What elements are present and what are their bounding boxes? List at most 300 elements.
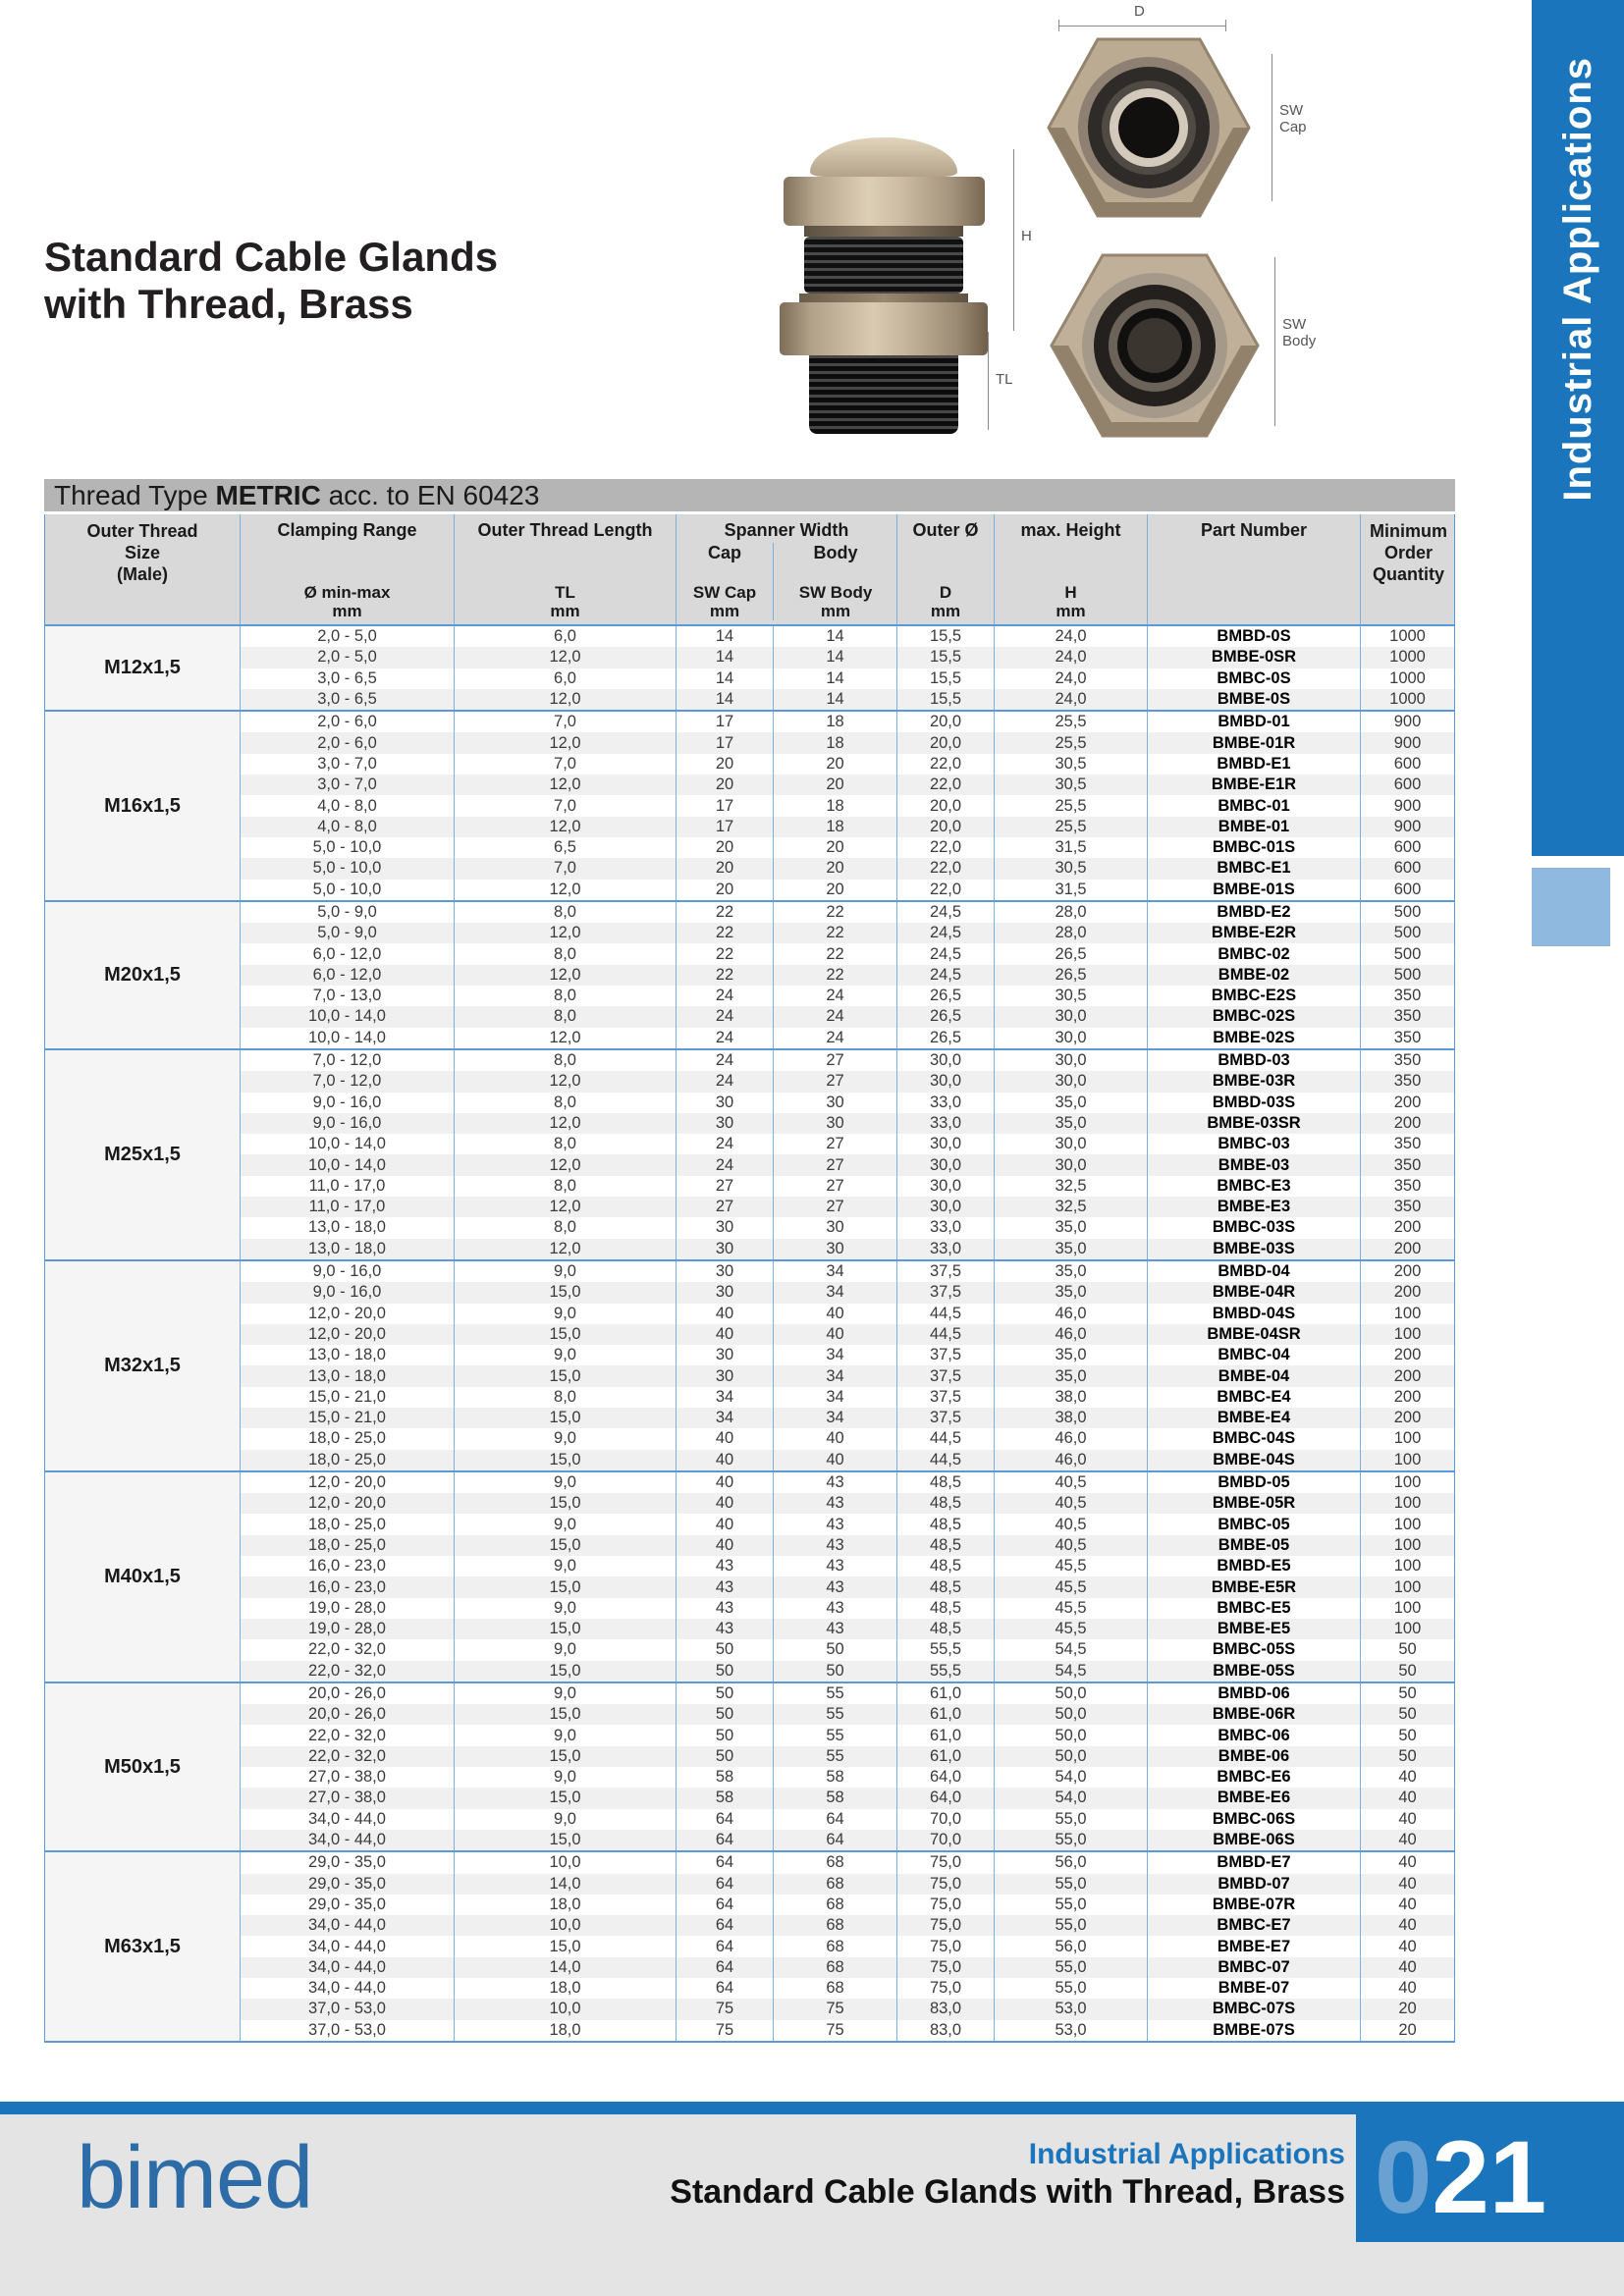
max-height: 32,5 — [995, 1176, 1148, 1197]
sw-cap: 24 — [677, 1028, 774, 1048]
footer-divider — [0, 2102, 1624, 2114]
header-spanner-width: Spanner Width Cap SW Cap mm Body SW Body mm — [677, 514, 897, 624]
part-number: BMBE-E1R — [1148, 774, 1361, 795]
outer-diameter: 48,5 — [897, 1576, 995, 1597]
thread-size-label: M20x1,5 — [45, 902, 241, 1048]
table-row — [241, 1282, 1454, 1303]
max-height: 24,0 — [995, 626, 1148, 647]
outer-diameter: 55,5 — [897, 1661, 995, 1682]
header-outer-diameter: Outer Ø D mm — [897, 514, 995, 624]
table-row — [241, 1365, 1454, 1386]
max-height: 50,0 — [995, 1683, 1148, 1704]
thread-length: 15,0 — [455, 1576, 677, 1597]
outer-diameter: 70,0 — [897, 1830, 995, 1850]
thread-length: 8,0 — [455, 1387, 677, 1408]
order-quantity: 100 — [1393, 1450, 1422, 1468]
sw-body: 22 — [774, 943, 897, 964]
outer-diameter: 30,0 — [897, 1154, 995, 1175]
outer-diameter: 26,5 — [897, 1006, 995, 1027]
order-quantity: 100 — [1393, 1577, 1422, 1596]
max-height: 28,0 — [995, 923, 1148, 943]
table-row — [241, 1006, 1454, 1027]
outer-diameter: 48,5 — [897, 1493, 995, 1514]
clamping-range: 34,0 - 44,0 — [241, 1978, 455, 1999]
sw-cap: 14 — [677, 668, 774, 689]
outer-diameter: 20,0 — [897, 795, 995, 816]
part-number: BMBC-0S — [1148, 668, 1361, 689]
sw-body: 64 — [774, 1830, 897, 1850]
dim-label-h: H — [1021, 228, 1032, 244]
thread-length: 10,0 — [455, 1999, 677, 2019]
order-quantity: 20 — [1398, 2000, 1417, 2018]
clamping-range: 18,0 - 25,0 — [241, 1514, 455, 1534]
outer-diameter: 22,0 — [897, 858, 995, 879]
dim-label-sw-body: SW Body — [1282, 316, 1317, 349]
max-height: 24,0 — [995, 647, 1148, 667]
outer-diameter: 33,0 — [897, 1113, 995, 1134]
part-number: BMBD-04S — [1148, 1304, 1361, 1324]
sw-cap: 30 — [677, 1239, 774, 1259]
order-quantity: 900 — [1393, 796, 1422, 815]
max-height: 50,0 — [995, 1704, 1148, 1725]
sw-body: 58 — [774, 1767, 897, 1788]
sw-cap: 75 — [677, 2020, 774, 2041]
sw-body: 14 — [774, 626, 897, 647]
outer-diameter: 48,5 — [897, 1619, 995, 1639]
clamping-range: 12,0 - 20,0 — [241, 1324, 455, 1345]
order-quantity: 50 — [1398, 1746, 1417, 1765]
max-height: 40,5 — [995, 1493, 1148, 1514]
order-quantity: 40 — [1398, 1853, 1417, 1872]
sw-cap: 22 — [677, 923, 774, 943]
part-number: BMBD-E7 — [1148, 1852, 1361, 1873]
page-title — [44, 234, 498, 328]
thread-length: 12,0 — [455, 965, 677, 986]
outer-diameter: 15,5 — [897, 647, 995, 667]
max-height: 46,0 — [995, 1324, 1148, 1345]
part-number: BMBC-06S — [1148, 1809, 1361, 1830]
table-row — [241, 965, 1454, 986]
sw-body: 18 — [774, 712, 897, 732]
thread-length: 9,0 — [455, 1767, 677, 1788]
header-part-number: Part Number — [1148, 514, 1361, 624]
outer-diameter: 75,0 — [897, 1874, 995, 1895]
part-number: BMBE-07S — [1148, 2020, 1361, 2041]
table-row — [241, 1639, 1454, 1660]
clamping-range: 5,0 - 10,0 — [241, 858, 455, 879]
table-row — [241, 795, 1454, 816]
sw-body: 40 — [774, 1304, 897, 1324]
thread-length: 7,0 — [455, 858, 677, 879]
order-quantity: 100 — [1393, 1535, 1422, 1554]
part-number: BMBD-E5 — [1148, 1556, 1361, 1576]
max-height: 53,0 — [995, 2020, 1148, 2041]
clamping-range: 29,0 - 35,0 — [241, 1852, 455, 1873]
sw-cap: 20 — [677, 774, 774, 795]
thread-length: 12,0 — [455, 1028, 677, 1048]
sw-cap: 64 — [677, 1936, 774, 1956]
order-quantity: 50 — [1398, 1705, 1417, 1724]
table-row — [241, 943, 1454, 964]
part-number: BMBE-06 — [1148, 1746, 1361, 1767]
outer-diameter: 33,0 — [897, 1093, 995, 1113]
table-row — [241, 1176, 1454, 1197]
order-quantity: 200 — [1393, 1409, 1422, 1427]
max-height: 40,5 — [995, 1514, 1148, 1534]
outer-diameter: 37,5 — [897, 1408, 995, 1428]
table-row — [241, 1450, 1454, 1470]
clamping-range: 13,0 - 18,0 — [241, 1217, 455, 1238]
gland-thread-lower — [809, 355, 958, 434]
order-quantity: 20 — [1398, 2020, 1417, 2039]
table-row — [241, 1197, 1454, 1217]
max-height: 35,0 — [995, 1093, 1148, 1113]
order-quantity: 600 — [1393, 754, 1422, 773]
max-height: 40,5 — [995, 1472, 1148, 1493]
order-quantity: 900 — [1393, 713, 1422, 731]
order-quantity: 600 — [1393, 838, 1422, 857]
sw-body: 75 — [774, 2020, 897, 2041]
clamping-range: 3,0 - 6,5 — [241, 668, 455, 689]
sw-cap: 50 — [677, 1704, 774, 1725]
outer-diameter: 61,0 — [897, 1704, 995, 1725]
sw-cap: 14 — [677, 647, 774, 667]
sidebar-accent-square — [1532, 868, 1610, 946]
part-number: BMBC-01 — [1148, 795, 1361, 816]
max-height: 30,0 — [995, 1006, 1148, 1027]
thread-length: 12,0 — [455, 689, 677, 710]
outer-diameter: 44,5 — [897, 1304, 995, 1324]
thread-length: 9,0 — [455, 1304, 677, 1324]
header-outer-thread-size: Outer Thread Size (Male) — [45, 514, 241, 624]
outer-diameter: 75,0 — [897, 1852, 995, 1873]
sw-cap: 17 — [677, 712, 774, 732]
max-height: 46,0 — [995, 1428, 1148, 1449]
part-number: BMBC-E5 — [1148, 1598, 1361, 1619]
sw-cap: 17 — [677, 732, 774, 753]
clamping-range: 34,0 - 44,0 — [241, 1830, 455, 1850]
max-height: 53,0 — [995, 1999, 1148, 2019]
max-height: 45,5 — [995, 1576, 1148, 1597]
outer-diameter: 37,5 — [897, 1261, 995, 1282]
part-number: BMBC-E2S — [1148, 986, 1361, 1006]
thread-length: 15,0 — [455, 1493, 677, 1514]
part-number: BMBE-01S — [1148, 880, 1361, 900]
sw-cap: 58 — [677, 1767, 774, 1788]
outer-diameter: 22,0 — [897, 880, 995, 900]
max-height: 56,0 — [995, 1852, 1148, 1873]
sw-cap: 50 — [677, 1746, 774, 1767]
clamping-range: 5,0 - 10,0 — [241, 837, 455, 858]
max-height: 55,0 — [995, 1809, 1148, 1830]
part-number: BMBC-E3 — [1148, 1176, 1361, 1197]
thread-length: 9,0 — [455, 1556, 677, 1576]
footer-product-title: Standard Cable Glands with Thread, Brass — [670, 2173, 1345, 2211]
max-height: 35,0 — [995, 1345, 1148, 1365]
sw-body: 24 — [774, 1028, 897, 1048]
outer-diameter: 22,0 — [897, 774, 995, 795]
thread-group — [45, 710, 1454, 900]
table-row — [241, 986, 1454, 1006]
clamping-range: 9,0 - 16,0 — [241, 1093, 455, 1113]
thread-length: 7,0 — [455, 754, 677, 774]
clamping-range: 15,0 - 21,0 — [241, 1387, 455, 1408]
order-quantity: 100 — [1393, 1598, 1422, 1617]
part-number: BMBD-06 — [1148, 1683, 1361, 1704]
outer-diameter: 26,5 — [897, 1028, 995, 1048]
table-row — [241, 1261, 1454, 1282]
dim-label-sw-cap: SW Cap — [1279, 102, 1307, 135]
sw-cap: 34 — [677, 1408, 774, 1428]
sw-cap: 24 — [677, 986, 774, 1006]
order-quantity: 500 — [1393, 965, 1422, 984]
sw-body: 40 — [774, 1450, 897, 1470]
clamping-range: 27,0 - 38,0 — [241, 1767, 455, 1788]
thread-length: 10,0 — [455, 1915, 677, 1936]
sw-body: 27 — [774, 1154, 897, 1175]
table-row — [241, 626, 1454, 647]
thread-size-label: M16x1,5 — [45, 712, 241, 900]
part-number: BMBE-07R — [1148, 1895, 1361, 1915]
max-height: 35,0 — [995, 1365, 1148, 1386]
thread-length: 8,0 — [455, 1134, 677, 1154]
sw-body: 30 — [774, 1217, 897, 1238]
clamping-range: 3,0 - 7,0 — [241, 774, 455, 795]
max-height: 26,5 — [995, 943, 1148, 964]
clamping-range: 6,0 - 12,0 — [241, 943, 455, 964]
outer-diameter: 75,0 — [897, 1915, 995, 1936]
order-quantity: 50 — [1398, 1640, 1417, 1659]
thread-group — [45, 1682, 1454, 1850]
outer-diameter: 55,5 — [897, 1639, 995, 1660]
sw-body: 22 — [774, 965, 897, 986]
order-quantity: 50 — [1398, 1661, 1417, 1680]
header-max-height: max. Height H mm — [995, 514, 1148, 624]
order-quantity: 100 — [1393, 1473, 1422, 1492]
outer-diameter: 24,5 — [897, 902, 995, 923]
clamping-range: 11,0 - 17,0 — [241, 1176, 455, 1197]
sw-cap: 24 — [677, 1134, 774, 1154]
thread-length: 12,0 — [455, 1071, 677, 1092]
clamping-range: 22,0 - 32,0 — [241, 1725, 455, 1745]
gland-collar — [804, 226, 963, 237]
thread-size-label: M12x1,5 — [45, 626, 241, 710]
sw-body: 34 — [774, 1387, 897, 1408]
sw-cap: 64 — [677, 1895, 774, 1915]
order-quantity: 350 — [1393, 1155, 1422, 1174]
sw-body: 55 — [774, 1683, 897, 1704]
part-number: BMBC-07S — [1148, 1999, 1361, 2019]
outer-diameter: 30,0 — [897, 1071, 995, 1092]
order-quantity: 350 — [1393, 987, 1422, 1005]
clamping-range: 7,0 - 13,0 — [241, 986, 455, 1006]
sw-cap: 20 — [677, 754, 774, 774]
thread-length: 15,0 — [455, 1535, 677, 1556]
order-quantity: 600 — [1393, 775, 1422, 794]
sw-body: 58 — [774, 1788, 897, 1808]
thread-length: 15,0 — [455, 1450, 677, 1470]
outer-diameter: 37,5 — [897, 1282, 995, 1303]
part-number: BMBE-01R — [1148, 732, 1361, 753]
sw-body: 34 — [774, 1365, 897, 1386]
outer-diameter: 22,0 — [897, 837, 995, 858]
clamping-range: 2,0 - 6,0 — [241, 732, 455, 753]
table-row — [241, 2020, 1454, 2041]
cap-nut-photo — [1041, 29, 1257, 226]
order-quantity: 40 — [1398, 1768, 1417, 1787]
table-row — [241, 689, 1454, 710]
max-height: 55,0 — [995, 1957, 1148, 1978]
part-number: BMBE-0SR — [1148, 647, 1361, 667]
max-height: 35,0 — [995, 1217, 1148, 1238]
thread-length: 12,0 — [455, 1197, 677, 1217]
table-row — [241, 1619, 1454, 1639]
thread-length: 18,0 — [455, 1895, 677, 1915]
sw-cap: 64 — [677, 1915, 774, 1936]
thread-group — [45, 900, 1454, 1048]
order-quantity: 100 — [1393, 1324, 1422, 1343]
sw-body: 40 — [774, 1428, 897, 1449]
order-quantity: 350 — [1393, 1198, 1422, 1216]
max-height: 45,5 — [995, 1556, 1148, 1576]
part-number: BMBC-E1 — [1148, 858, 1361, 879]
order-quantity: 40 — [1398, 1979, 1417, 1998]
outer-diameter: 48,5 — [897, 1535, 995, 1556]
sw-cap: 43 — [677, 1598, 774, 1619]
sw-cap: 20 — [677, 858, 774, 879]
thread-length: 15,0 — [455, 1661, 677, 1682]
thread-length: 9,0 — [455, 1598, 677, 1619]
sw-body: 43 — [774, 1493, 897, 1514]
order-quantity: 1000 — [1389, 668, 1426, 687]
thread-length: 8,0 — [455, 1006, 677, 1027]
thread-size-label: M25x1,5 — [45, 1050, 241, 1259]
part-number: BMBC-07 — [1148, 1957, 1361, 1978]
table-row — [241, 647, 1454, 667]
order-quantity: 600 — [1393, 880, 1422, 898]
sw-cap: 50 — [677, 1639, 774, 1660]
sw-cap: 30 — [677, 1261, 774, 1282]
sw-cap: 30 — [677, 1345, 774, 1365]
thread-length: 9,0 — [455, 1639, 677, 1660]
clamping-range: 2,0 - 5,0 — [241, 626, 455, 647]
max-height: 24,0 — [995, 689, 1148, 710]
outer-diameter: 70,0 — [897, 1809, 995, 1830]
order-quantity: 40 — [1398, 1831, 1417, 1849]
max-height: 55,0 — [995, 1874, 1148, 1895]
gland-collar2 — [799, 294, 968, 302]
thread-type-metric: METRIC — [215, 480, 321, 510]
sw-cap: 27 — [677, 1197, 774, 1217]
thread-length: 8,0 — [455, 943, 677, 964]
outer-diameter: 75,0 — [897, 1936, 995, 1956]
sw-body: 30 — [774, 1113, 897, 1134]
clamping-range: 6,0 - 12,0 — [241, 965, 455, 986]
thread-size-label: M50x1,5 — [45, 1683, 241, 1850]
table-row — [241, 837, 1454, 858]
sw-body: 68 — [774, 1936, 897, 1956]
part-number: BMBE-03S — [1148, 1239, 1361, 1259]
table-row — [241, 1830, 1454, 1850]
sw-body: 55 — [774, 1725, 897, 1745]
sw-cap: 64 — [677, 1830, 774, 1850]
outer-diameter: 44,5 — [897, 1450, 995, 1470]
thread-length: 12,0 — [455, 1239, 677, 1259]
part-number: BMBC-04 — [1148, 1345, 1361, 1365]
thread-length: 6,0 — [455, 668, 677, 689]
sw-body: 34 — [774, 1261, 897, 1282]
outer-diameter: 26,5 — [897, 986, 995, 1006]
body-nut-photo — [1043, 247, 1267, 444]
order-quantity: 900 — [1393, 733, 1422, 752]
sw-body: 75 — [774, 1999, 897, 2019]
thread-length: 6,0 — [455, 626, 677, 647]
max-height: 30,5 — [995, 986, 1148, 1006]
table-row — [241, 902, 1454, 923]
max-height: 55,0 — [995, 1895, 1148, 1915]
sw-body: 43 — [774, 1535, 897, 1556]
table-row — [241, 1113, 1454, 1134]
order-quantity: 350 — [1393, 1051, 1422, 1070]
max-height: 25,5 — [995, 732, 1148, 753]
order-quantity: 100 — [1393, 1557, 1422, 1575]
max-height: 28,0 — [995, 902, 1148, 923]
order-quantity: 200 — [1393, 1262, 1422, 1281]
thread-length: 12,0 — [455, 817, 677, 837]
sw-body: 68 — [774, 1874, 897, 1895]
thread-group — [45, 1850, 1454, 2041]
thread-length: 15,0 — [455, 1365, 677, 1386]
sw-cap: 40 — [677, 1514, 774, 1534]
part-number: BMBE-E5R — [1148, 1576, 1361, 1597]
clamping-range: 37,0 - 53,0 — [241, 1999, 455, 2019]
part-number: BMBE-0S — [1148, 689, 1361, 710]
sw-body: 55 — [774, 1746, 897, 1767]
sw-cap: 24 — [677, 1050, 774, 1071]
part-number: BMBC-03S — [1148, 1217, 1361, 1238]
table-row — [241, 858, 1454, 879]
table-row — [241, 1598, 1454, 1619]
sw-cap: 14 — [677, 689, 774, 710]
clamping-range: 4,0 - 8,0 — [241, 795, 455, 816]
table-row — [241, 1725, 1454, 1745]
sw-cap: 40 — [677, 1324, 774, 1345]
sw-body: 43 — [774, 1472, 897, 1493]
thread-length: 9,0 — [455, 1514, 677, 1534]
clamping-range: 37,0 - 53,0 — [241, 2020, 455, 2041]
max-height: 55,0 — [995, 1915, 1148, 1936]
dim-line-tl — [988, 332, 989, 430]
outer-diameter: 20,0 — [897, 712, 995, 732]
table-row — [241, 1050, 1454, 1071]
outer-diameter: 30,0 — [897, 1134, 995, 1154]
page-title-line1: Standard Cable Glands — [44, 234, 499, 280]
order-quantity: 200 — [1393, 1346, 1422, 1364]
thread-length: 15,0 — [455, 1282, 677, 1303]
part-number: BMBE-03SR — [1148, 1113, 1361, 1134]
part-number: BMBE-07 — [1148, 1978, 1361, 1999]
table-row — [241, 732, 1454, 753]
clamping-range: 9,0 - 16,0 — [241, 1261, 455, 1282]
thread-length: 9,0 — [455, 1683, 677, 1704]
sw-cap: 43 — [677, 1619, 774, 1639]
spec-table — [44, 479, 1455, 2043]
sw-cap: 40 — [677, 1472, 774, 1493]
table-row — [241, 880, 1454, 900]
thread-length: 8,0 — [455, 1093, 677, 1113]
table-row — [241, 1788, 1454, 1808]
sw-body: 24 — [774, 1006, 897, 1027]
